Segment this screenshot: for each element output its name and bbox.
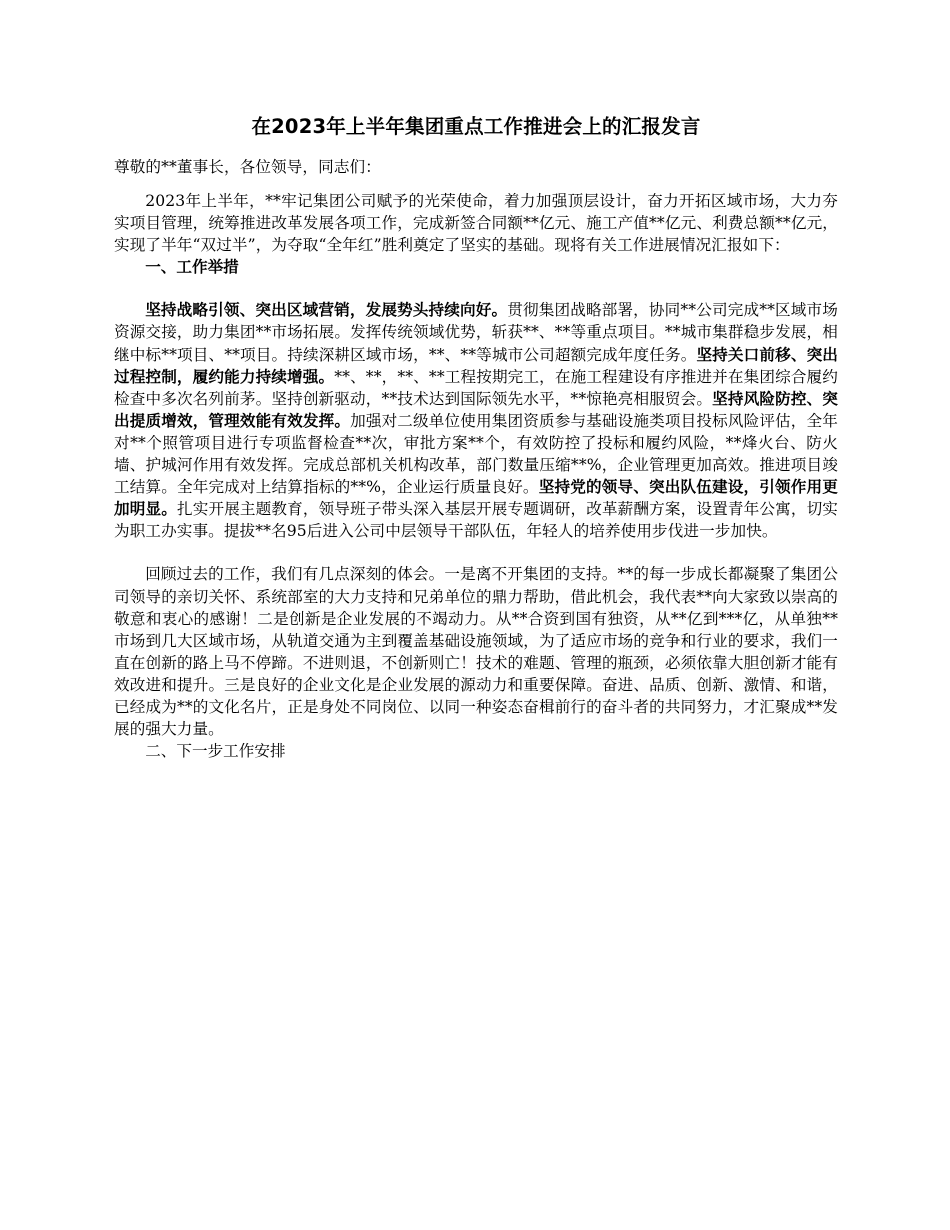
document-page bbox=[114, 112, 838, 762]
section-heading-next-steps: 二、下一步工作安排 bbox=[145, 742, 286, 761]
measure-strategy-text: 贯彻集团战略部署，协同**公司完成**区域市场资源交接，助力集团**市场拓展。发挥传统领域优势，斩获**、**等重点项目。**城市集群稳步发展，相继中标**项目、**项目。持续深耕区域市场，**、**等城市公司超额完成年度任务。 bbox=[114, 301, 838, 364]
greeting: 尊敬的**董事长，各位领导，同志们： bbox=[114, 158, 381, 176]
intro-paragraph: 2023年上半年，**牢记集团公司赋予的光荣使命，着力加强顶层设计，奋力开拓区域市场，大力夯实项目管理，统筹推进改革发展各项工作，完成新签合同额**亿元、施工产值**亿元、利费总额**亿元，实现了半年“双过半”，为夺取“全年红”胜利奠定了坚实的基础。现将有关工作进展情况汇报如下： bbox=[114, 192, 838, 255]
measure-risk-bold: 坚持风险防控、突出提质增效，管理效能有效发挥。 bbox=[114, 389, 838, 430]
measure-party-text: 扎实开展主题教育，领导班子带头深入基层开展专题调研，改革薪酬方案，设置青年公寓，切实为职工办实事。提拔**名95后进入公司中层领导干部队伍，年轻人的培养使用步伐进一步加快。 bbox=[114, 500, 838, 541]
document-title: 在2023年上半年集团重点工作推进会上的汇报发言 bbox=[251, 115, 701, 138]
measure-strategy-bold: 坚持战略引领、突出区域营销，发展势头持续向好。 bbox=[145, 301, 508, 320]
measure-risk-text: 加强对二级单位使用集团资质参与基础设施类项目投标风险评估，全年对**个照管项目进行专项监督检查**次，审批方案**个，有效防控了投标和履约风险，**烽火台、防火墙、护城河作用有效发挥。完成总部机关机构改革，部门数量压缩**%，企业管理更加高效。推进项目竣工结算。全年完成对上结算指标的**%，企业运行质量良好。 bbox=[114, 411, 838, 497]
measure-control-bold: 坚持关口前移、突出过程控制，履约能力持续增强。 bbox=[114, 345, 838, 386]
measure-control-text: **、**，**、**工程按期完工，在施工程建设有序推进并在集团综合履约检查中多次名列前茅。坚持创新驱动，**技术达到国际领先水平，**惊艳亮相服贸会。 bbox=[114, 367, 838, 408]
measure-party-bold: 坚持党的领导、突出队伍建设，引领作用更加明显。 bbox=[114, 478, 838, 519]
section-heading-measures: 一、工作举措 bbox=[145, 258, 239, 277]
measures-paragraph bbox=[114, 299, 838, 542]
reflection-paragraph: 回顾过去的工作，我们有几点深刻的体会。一是离不开集团的支持。**的每一步成长都凝聚了集团公司领导的亲切关怀、系统部室的大力支持和兄弟单位的鼎力帮助，借此机会，我代表**向大家致以崇高的敬意和衷心的感谢！二是创新是企业发展的不竭动力。从**合资到国有独资，从**亿到***亿，从单独**市场到几大区域市场，从轨道交通为主到覆盖基础设施领域，为了适应市场的竞争和行业的要求，我们一直在创新的路上马不停蹄。不进则退，不创新则亡！技术的难题、管理的瓶颈，必须依靠大胆创新才能有效改进和提升。三是良好的企业文化是企业发展的源动力和重要保障。奋进、品质、创新、激情、和谐，已经成为**的文化名片，正是身处不同岗位、以同一种姿态奋楫前行的奋斗者的共同努力，才汇聚成**发展的强大力量。 bbox=[114, 565, 838, 739]
